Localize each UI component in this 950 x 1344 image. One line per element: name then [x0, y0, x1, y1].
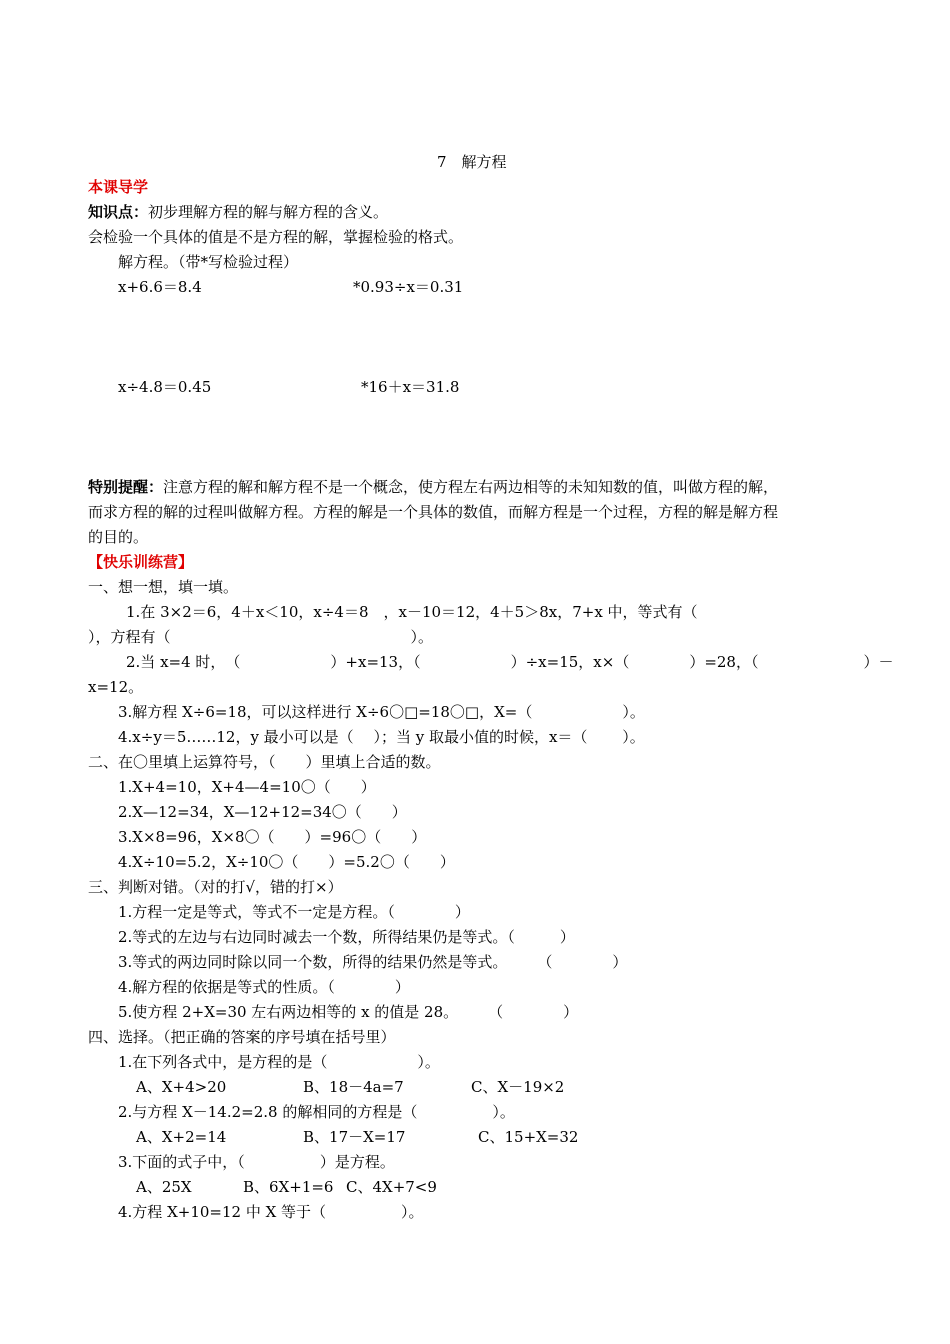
part3-q3: 3.等式的两边同时除以同一个数，所得的结果仍然是等式。 （ ）	[118, 953, 628, 971]
reminder-line-3: 的目的。	[88, 528, 149, 546]
knowledge-line	[88, 202, 388, 222]
part1-q2a: 2.当 x=4 时， （ ）+x=13，（ ）÷x=15，x×（ ）=28，（ ）－	[126, 653, 894, 671]
part4-q2-option-a: A、X+2=14	[136, 1128, 227, 1146]
part3-title: 三、判断对错。（对的打√，错的打×）	[88, 878, 343, 896]
part2-title: 二、在〇里填上运算符号，（ ）里填上合适的数。	[88, 753, 441, 771]
part4-q1-option-c: C、X－19×2	[471, 1078, 565, 1096]
part1-title: 一、想一想，填一填。	[88, 578, 239, 596]
knowledge-line-2: 会检验一个具体的值是不是方程的解，掌握检验的格式。	[88, 228, 464, 246]
part2-q2: 2.X—12=34，X—12+12=34〇（ ）	[118, 803, 407, 821]
knowledge-label: 知识点：	[88, 203, 149, 221]
equation-2: *0.93÷x＝0.31	[353, 278, 464, 296]
part1-q4: 4.x÷y＝5……12，y 最小可以是（ ）；当 y 取最小值的时候，x＝（ ）。	[118, 728, 645, 746]
camp-heading: 【快乐训练营】	[88, 553, 194, 571]
reminder-text-1: 注意方程的解和解方程不是一个概念，使方程左右两边相等的未知知数的值，叫做方程的解，	[163, 478, 779, 496]
part4-q1: 1.在下列各式中，是方程的是（ ）。	[118, 1053, 440, 1071]
part1-q1b: ），方程有（ ）。	[88, 628, 434, 646]
equation-4: *16＋x＝31.8	[361, 378, 460, 396]
part2-q1: 1.X+4=10，X+4—4=10〇（ ）	[118, 778, 376, 796]
part2-q4: 4.X÷10=5.2，X÷10〇（ ）=5.2〇（ ）	[118, 853, 455, 871]
part3-q2: 2.等式的左边与右边同时减去一个数，所得结果仍是等式。（ ）	[118, 928, 575, 946]
page-title: 7 解方程	[437, 153, 507, 171]
part1-q3: 3.解方程 X÷6=18，可以这样进行 X÷6〇□=18〇□，X=（ ）。	[118, 703, 645, 721]
part3-q4: 4.解方程的依据是等式的性质。（ ）	[118, 978, 410, 996]
part4-title: 四、选择。（把正确的答案的序号填在括号里）	[88, 1028, 396, 1046]
part4-q2-option-b: B、17－X=17	[303, 1128, 406, 1146]
reminder-label: 特别提醒：	[88, 478, 164, 496]
knowledge-text: 初步理解方程的解与解方程的含义。	[148, 203, 389, 221]
part2-q3: 3.X×8=96，X×8〇（ ）=96〇（ ）	[118, 828, 427, 846]
part4-q3: 3.下面的式子中，（ ）是方程。	[118, 1153, 395, 1171]
part4-q1-option-a: A、X+4>20	[136, 1078, 227, 1096]
part4-q2-option-c: C、15+X=32	[478, 1128, 579, 1146]
reminder-line-2: 而求方程的解的过程叫做解方程。方程的解是一个具体的数值，而解方程是一个过程，方程的解是解方程	[88, 503, 779, 521]
lesson-heading: 本课导学	[88, 178, 149, 196]
solve-prompt: 解方程。（带*写检验过程）	[118, 253, 299, 271]
part4-q1-option-b: B、18－4a=7	[303, 1078, 404, 1096]
equation-1: x+6.6＝8.4	[118, 278, 202, 296]
part4-q3-option-a: A、25X	[136, 1178, 192, 1196]
equation-3: x÷4.8＝0.45	[118, 378, 212, 396]
part4-q3-option-c: C、4X+7<9	[346, 1178, 437, 1196]
part1-q2b: x=12。	[88, 678, 144, 696]
part4-q2: 2.与方程 X－14.2=2.8 的解相同的方程是（ ）。	[118, 1103, 515, 1121]
part1-q1a: 1.在 3×2＝6，4＋x＜10，x÷4＝8 ，x－10＝12，4＋5＞8x，7+x 中，等式有（	[126, 603, 698, 621]
part3-q1: 1.方程一定是等式，等式不一定是方程。（ ）	[118, 903, 470, 921]
part4-q3-option-b: B、6X+1=6	[243, 1178, 334, 1196]
part4-q4: 4.方程 X+10=12 中 X 等于（ ）。	[118, 1203, 424, 1221]
reminder-line-1	[88, 477, 778, 497]
part3-q5: 5.使方程 2+X=30 左右两边相等的 x 的值是 28。 （ ）	[118, 1003, 579, 1021]
